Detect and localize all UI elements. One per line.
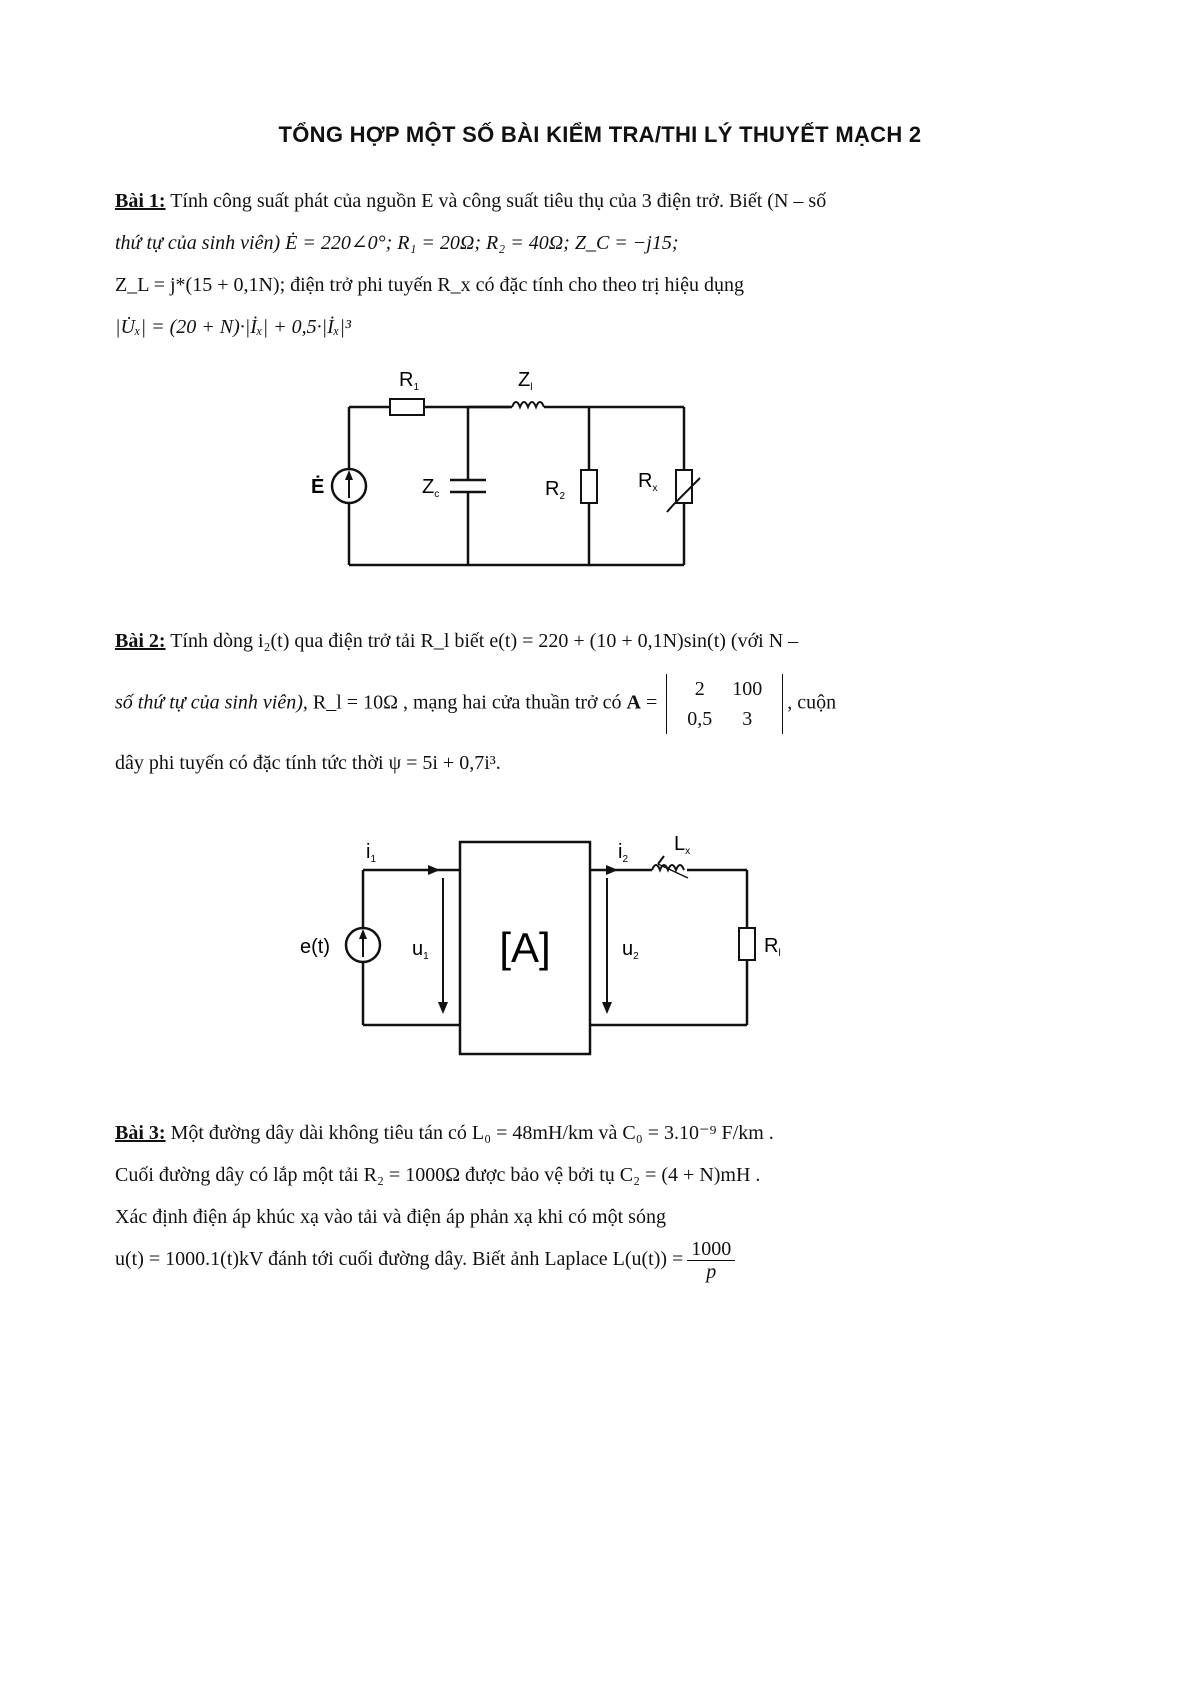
svg-text:i2: $i_2$ [618,841,629,865]
problem-3-line-2: Cuối đường dây có lắp một tải R₂ = 1000Ω được bảo vệ bởi tụ C₂ = (4 + N)mH . [115,1164,761,1186]
arrow-down-icon [602,1002,612,1014]
u2-label: u [622,938,634,960]
nonlinear-resistor-rx [676,470,692,503]
arrow-down-icon [438,1002,448,1014]
problem-1-label: Bài 1: [115,190,166,212]
problem-3-line-3: Xác định điện áp khúc xạ vào tải và điện áp phản xạ khi có một sóng [115,1206,666,1228]
svg-text:u2: $u_2$ [622,938,639,962]
problem-3-line-1: Bài 3: Một đường dây dài không tiêu tán có L₀ = 48mH/km và C₀ = 3.10⁻⁹ F/km . [115,1122,774,1144]
problem-1-line-4: |U̇ₓ| = (20 + N)·|İₓ| + 0,5·|İₓ|³ [115,316,351,338]
svg-text:Lx: $L_x$ [674,833,691,857]
circuit-1-diagram [300,360,820,620]
problem-2-label: Bài 2: [115,630,166,652]
problem-2-line-2: số thứ tự của sinh viên), R_l = 10Ω , mạng hai cửa thuần trở có A = 2 100 0,5 3 , cuộn [115,674,995,734]
svg-text:i1: $i_1$ [366,841,377,865]
arrow-right-icon [428,865,440,875]
svg-text:Rl: $R_l$ [764,935,781,959]
zc-label: Z [422,476,435,498]
i1-label: i [366,841,371,863]
document-title: TỔNG HỢP MỘT SỐ BÀI KIỂM TRA/THI LÝ THUYẾT MẠCH 2 [278,122,922,147]
arrow-right-icon [606,865,618,875]
problem-1-text [115,180,995,348]
two-port-label: [A] [499,924,551,971]
circuit-1-source-label: Ė [311,476,325,498]
problem-2-line-1: Bài 2: Tính dòng i₂(t) qua điện trở tải R_l biết e(t) = 220 + (10 + 0,1N)sin(t) (với N – [115,630,799,652]
circuit-2-diagram [290,820,810,1070]
r1-label: R [399,369,414,391]
matrix-cell: 100 [732,678,763,700]
problem-2-text [115,620,995,784]
svg-text:R2: $R_2$ [545,478,566,502]
problem-2-line-3: dây phi tuyến có đặc tính tức thời ψ = 5i + 0,7i³. [115,752,501,774]
resistor-r2 [581,470,597,503]
problem-1-line-1: Bài 1: Tính công suất phát của nguồn E và công suất tiêu thụ của 3 điện trở. Biết (N – số [115,190,827,212]
problem-1-line-3: Z_L = j*(15 + 0,1N); điện trở phi tuyến R_x có đặc tính cho theo trị hiệu dụng [115,274,744,296]
u1-label: u [412,938,424,960]
rl-label: R [764,935,779,957]
load-resistor-rl [739,928,755,960]
matrix-cell: 3 [742,708,753,730]
svg-text:Rx: $R_x$ [638,470,658,494]
i2-label: i [618,841,623,863]
circuit-2-source-label: e(t) [300,936,330,958]
matrix-a [666,674,783,734]
lx-label: L [674,833,686,855]
rx-label: R [638,470,653,492]
problem-3-text [115,1112,995,1283]
inductor-zl-icon [512,402,544,407]
problem-3-label: Bài 3: [115,1122,166,1144]
svg-text:Zl: $Z_l$ [518,369,533,393]
svg-text:R1: $R_1$ [399,369,420,393]
svg-text:u1: $u_1$ [412,938,429,962]
laplace-fraction: $\frac{1000}{p}$ [687,1238,735,1283]
r2-label: R [545,478,560,500]
matrix-cell: 2 [694,678,705,700]
zl-label: Z [518,369,531,391]
problem-3-line-4: u(t) = 1000.1(t)kV đánh tới cuối đường dây. Biết ảnh Laplace L(u(t)) = $\frac{1000}{p}$ [115,1238,995,1283]
matrix-cell: 0,5 [687,708,713,730]
problem-1-line-2: thứ tự của sinh viên) Ė = 220∠0°; R₁ = 20Ω; R₂ = 40Ω; Z_C = −j15; [115,232,679,254]
resistor-r1 [390,399,424,415]
svg-text:Zc: $Z_c$ [422,476,440,500]
